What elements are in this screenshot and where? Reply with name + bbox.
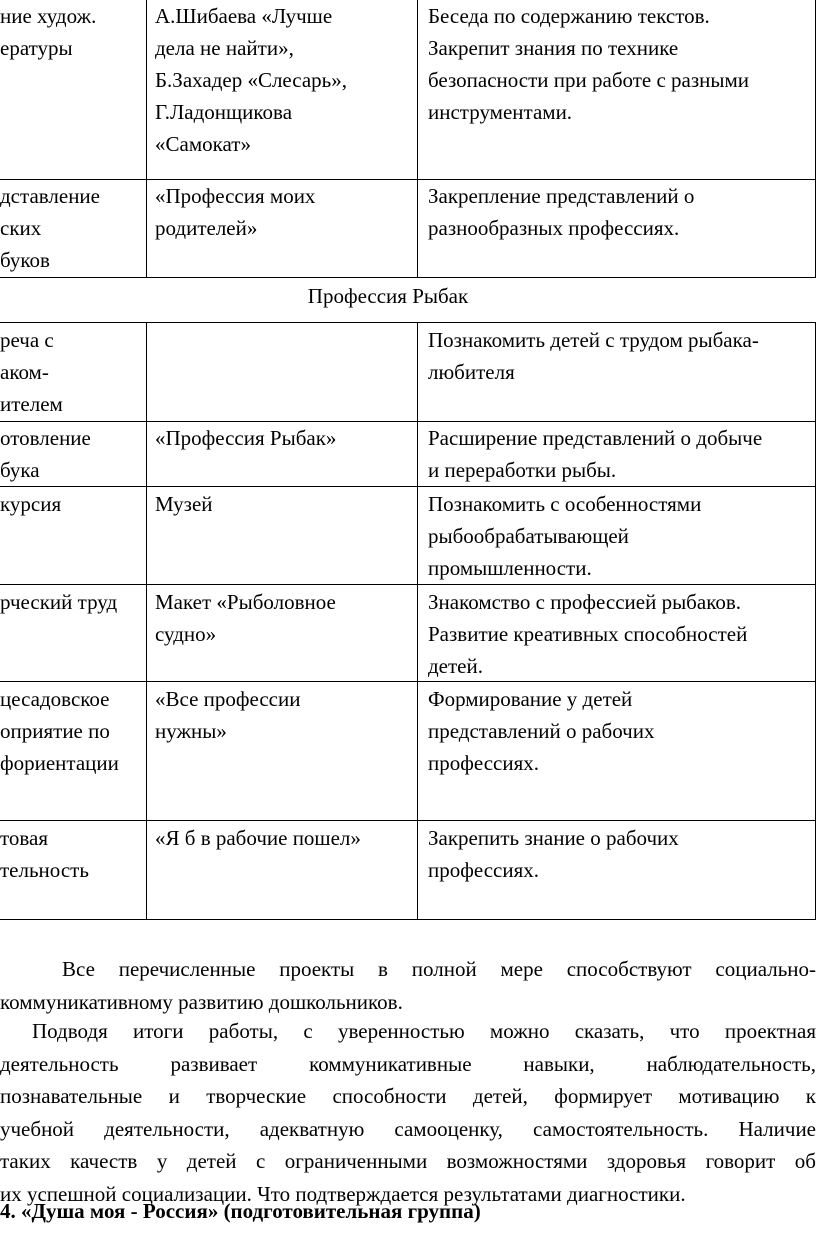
cell-line: профессиях.	[428, 858, 539, 882]
body-paragraph	[0, 1015, 816, 1210]
cell-line: родителей»	[155, 216, 258, 240]
table-cell-material	[155, 180, 413, 244]
table-cell-material	[155, 0, 413, 160]
table-rule	[0, 277, 816, 278]
table-cell-activity	[0, 324, 142, 420]
table-cell-activity	[0, 683, 142, 779]
section-heading: 4. «Душа моя - Россия» (подготовительная группа)	[0, 1199, 481, 1223]
cell-line: товая	[0, 826, 49, 850]
column-rule	[417, 322, 418, 920]
table-cell-goal	[428, 822, 816, 886]
cell-line: разнообразных профессиях.	[428, 216, 680, 240]
cell-line: Познакомить с особенностями	[428, 492, 702, 516]
table-cell-goal	[428, 586, 816, 682]
cell-line: любителя	[428, 360, 515, 384]
cell-line: детей.	[428, 654, 483, 678]
cell-line: цесадовское	[0, 687, 110, 711]
cell-line: «Я б в рабочие пошел»	[155, 826, 361, 850]
table-rule	[0, 820, 816, 821]
paragraph-line: учебной деятельности, адекватную самооценку, самостоятельность. Наличие	[0, 1116, 816, 1141]
paragraph-line: Все перечисленные проекты в полной мере способствуют социально-	[62, 957, 816, 981]
cell-line: «Профессия Рыбак»	[155, 426, 337, 450]
table-cell-goal	[428, 0, 816, 128]
cell-line: дставление	[0, 184, 100, 208]
paragraph-line: таких качеств у детей с ограниченными возможностями здоровья говорит об	[0, 1149, 816, 1173]
cell-line: Расширение представлений о добыче	[428, 426, 763, 450]
table-rule	[0, 486, 816, 487]
cell-line: буков	[0, 248, 50, 272]
cell-line: Музей	[155, 492, 213, 516]
cell-line: Развитие креативных способностей	[428, 622, 748, 646]
cell-line: Знакомство с профессией рыбаков.	[428, 590, 741, 614]
table-cell-goal	[428, 180, 816, 244]
cell-line: профессиях.	[428, 751, 539, 775]
cell-line: Закрепить знание о рабочих	[428, 826, 679, 850]
cell-line: промышленности.	[428, 556, 592, 580]
cell-line: курсия	[0, 492, 62, 516]
cell-line: рыбообрабатывающей	[428, 524, 629, 548]
cell-line: фориентации	[0, 751, 119, 775]
table-cell-activity	[0, 822, 142, 886]
table-cell-activity	[0, 586, 142, 618]
column-rule	[146, 322, 147, 920]
table-cell-material	[155, 683, 413, 747]
table-cell-goal	[428, 422, 816, 486]
cell-line: Познакомить детей с трудом рыбака-	[428, 328, 759, 352]
table-cell-goal	[428, 683, 816, 779]
table-rule	[0, 584, 816, 585]
cell-line: реча с	[0, 328, 54, 352]
cell-line: нужны»	[155, 719, 227, 743]
cell-line: оприятие по	[0, 719, 110, 743]
cell-line: Г.Ладонщикова	[155, 100, 293, 124]
cell-line: инструментами.	[428, 100, 573, 124]
cell-line: рческий труд	[0, 590, 118, 614]
paragraph-line: их успешной социализации. Что подтверждается результатами диагностики.	[0, 1181, 686, 1206]
cell-line: представлений о рабочих	[428, 719, 655, 743]
table-cell-activity	[0, 180, 142, 276]
cell-line: Закрепление представлений о	[428, 184, 695, 208]
cell-line: А.Шибаева «Лучше	[155, 4, 333, 28]
table-cell-goal	[428, 324, 816, 388]
cell-line: ературы	[0, 36, 73, 60]
section-title: Профессия Рыбак	[307, 284, 469, 308]
table-cell-material	[155, 822, 413, 854]
cell-line: тельность	[0, 858, 89, 882]
paragraph-line: деятельность развивает коммуникативные навыки, наблюдательность,	[0, 1051, 816, 1076]
table-cell-material	[155, 586, 413, 650]
cell-line: «Самокат»	[155, 132, 251, 156]
cell-line: Макет «Рыболовное	[155, 590, 336, 614]
column-rule	[146, 0, 147, 277]
cell-line: дела не найти»,	[155, 36, 294, 60]
cell-line: судно»	[155, 622, 217, 646]
cell-line: ние худож.	[0, 4, 97, 28]
table-cell-activity	[0, 422, 142, 486]
cell-line: ителем	[0, 392, 63, 416]
cell-line: Б.Захадер «Слесарь»,	[155, 68, 348, 92]
table-cell-activity	[0, 488, 142, 520]
cell-line: и переработки рыбы.	[428, 458, 617, 482]
table-rule	[0, 919, 816, 920]
cell-line: отовление	[0, 426, 91, 450]
paragraph-line: познавательные и творческие способности детей, формирует мотивацию к	[0, 1084, 816, 1108]
cell-line: ских	[0, 216, 42, 240]
cell-line: Формирование у детей	[428, 687, 633, 711]
cell-line: «Профессия моих	[155, 184, 316, 208]
paragraph-line: коммуникативному развитию дошкольников.	[0, 989, 403, 1014]
cell-line: Беседа по содержанию текстов.	[428, 4, 710, 28]
table-rule	[0, 322, 816, 323]
table-cell-material	[155, 488, 413, 520]
table-cell-material	[155, 422, 413, 454]
paragraph-line: Подводя итоги работы, с уверенностью можно сказать, что проектная	[32, 1019, 816, 1043]
cell-line: «Все профессии	[155, 687, 301, 711]
cell-line: бука	[0, 458, 40, 482]
table-cell-goal	[428, 488, 816, 584]
cell-line: аком-	[0, 360, 49, 384]
body-paragraph	[0, 953, 816, 1018]
cell-line: безопасности при работе с разными	[428, 68, 750, 92]
table-cell-activity	[0, 0, 142, 64]
cell-line: Закрепит знания по технике	[428, 36, 679, 60]
column-rule	[417, 0, 418, 277]
